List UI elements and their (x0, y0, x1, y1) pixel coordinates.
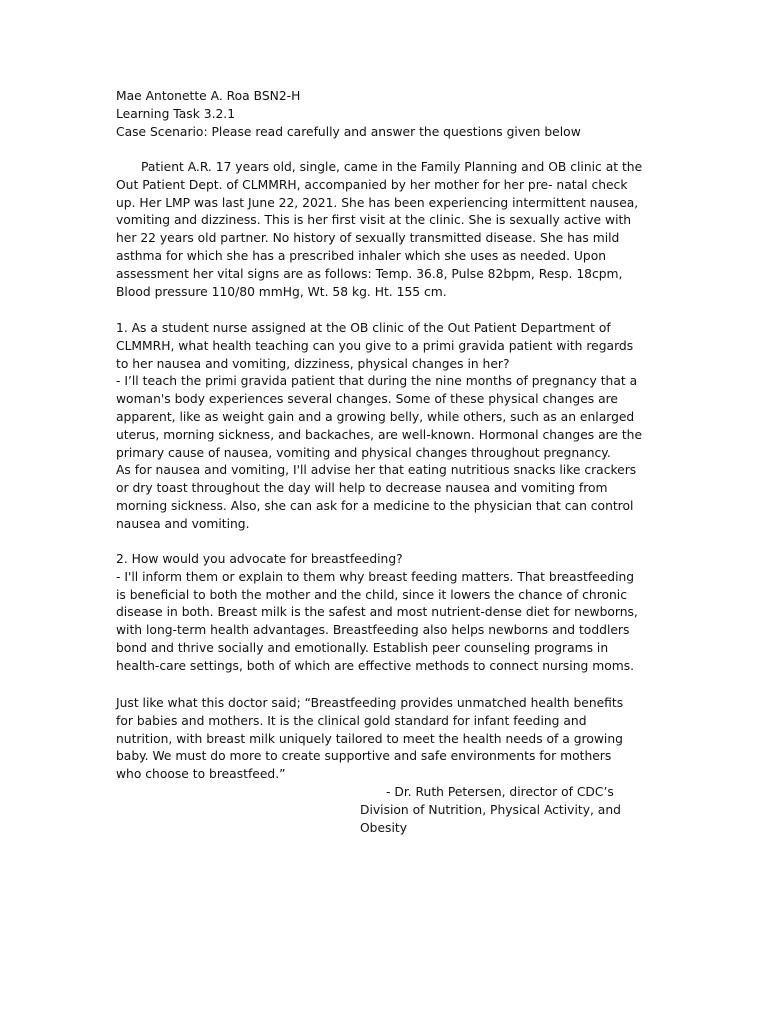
answer-1-line: nausea and vomiting. (116, 516, 250, 531)
quote-line: Just like what this doctor said; “Breastfeeding provides unmatched health benefits (116, 696, 624, 710)
answer-1-line: woman's body experiences several changes. Some of these physical changes are (116, 392, 618, 407)
answer-1-line: morning sickness. Also, she can ask for a medicine to the physician that can control (116, 498, 634, 513)
question-1-line: to her nausea and vomiting, dizziness, physical changes in her? (116, 356, 510, 371)
answer-2-line: health-care settings, both of which are effective methods to connect nursing moms. (116, 658, 635, 673)
question-1-line: 1. As a student nurse assigned at the OB clinic of the Out Patient Department of (116, 321, 611, 335)
scenario-line: up. Her LMP was last June 22, 2021. She has been experiencing intermittent nausea, (116, 195, 639, 210)
attribution-line: - Dr. Ruth Petersen, director of CDC’s (386, 785, 614, 799)
quote-line: nutrition, with breast milk uniquely tailored to meet the health needs of a growing (116, 731, 623, 746)
question-1-section (116, 320, 656, 534)
quote-attribution (360, 784, 660, 837)
answer-1-line: uterus, morning sickness, and backaches, are well-known. Hormonal changes are the (116, 427, 643, 442)
doctor-quote-paragraph (116, 695, 656, 784)
answer-2-line: is beneficial to both the mother and the child, since it lowers the chance of chronic (116, 587, 627, 602)
quote-line: who choose to breastfeed.” (116, 767, 286, 782)
question-2-section (116, 551, 656, 676)
scenario-line: Out Patient Dept. of CLMMRH, accompanied by her mother for her pre- natal check (116, 177, 628, 192)
answer-1-line: or dry toast throughout the day will help to decrease nausea and vomiting from (116, 481, 608, 496)
attribution-line: Obesity (360, 820, 407, 835)
author-line: Mae Antonette A. Roa BSN2-H (116, 89, 301, 103)
task-title-line: Learning Task 3.2.1 (116, 106, 236, 121)
scenario-line: Patient A.R. 17 years old, single, came in the Family Planning and OB clinic at the (141, 160, 643, 174)
scenario-line: vomiting and dizziness. This is her first visit at the clinic. She is sexually active with (116, 213, 632, 228)
scenario-line: assessment her vital signs are as follows: Temp. 36.8, Pulse 82bpm, Resp. 18cpm, (116, 266, 623, 281)
answer-2-line: disease in both. Breast milk is the safest and most nutrient-dense diet for newborns, (116, 605, 638, 620)
attribution-line: Division of Nutrition, Physical Activity, and (360, 802, 621, 817)
instruction-line: Case Scenario: Please read carefully and answer the questions given below (116, 124, 581, 139)
quote-line: baby. We must do more to create supportive and safe environments for mothers (116, 749, 612, 764)
scenario-line: Blood pressure 110/80 mmHg, Wt. 58 kg. Ht. 155 cm. (116, 284, 447, 299)
question-1-line: CLMMRH, what health teaching can you give to a primi gravida patient with regards (116, 338, 634, 353)
answer-1-line: - I’ll teach the primi gravida patient that during the nine months of pregnancy that a (116, 374, 638, 389)
document-header (116, 88, 656, 141)
scenario-line: asthma for which she has a prescribed inhaler which she uses as needed. Upon (116, 248, 607, 263)
answer-1-line: primary cause of nausea, vomiting and physical changes throughout pregnancy. (116, 445, 611, 460)
case-scenario-paragraph (116, 159, 656, 301)
quote-line: for babies and mothers. It is the clinical gold standard for infant feeding and (116, 713, 587, 728)
answer-1-line: As for nausea and vomiting, I'll advise her that eating nutritious snacks like crackers (116, 463, 637, 478)
answer-1-line: apparent, like as weight gain and a growing belly, while others, such as an enlarged (116, 409, 635, 424)
question-2-line: 2. How would you advocate for breastfeeding? (116, 552, 403, 566)
scenario-line: her 22 years old partner. No history of sexually transmitted disease. She has mild (116, 231, 620, 246)
answer-2-line: - I'll inform them or explain to them why breast feeding matters. That breastfeeding (116, 569, 635, 584)
answer-2-line: bond and thrive socially and emotionally. Establish peer counseling programs in (116, 640, 609, 655)
answer-2-line: with long-term health advantages. Breastfeeding also helps newborns and toddlers (116, 623, 630, 638)
